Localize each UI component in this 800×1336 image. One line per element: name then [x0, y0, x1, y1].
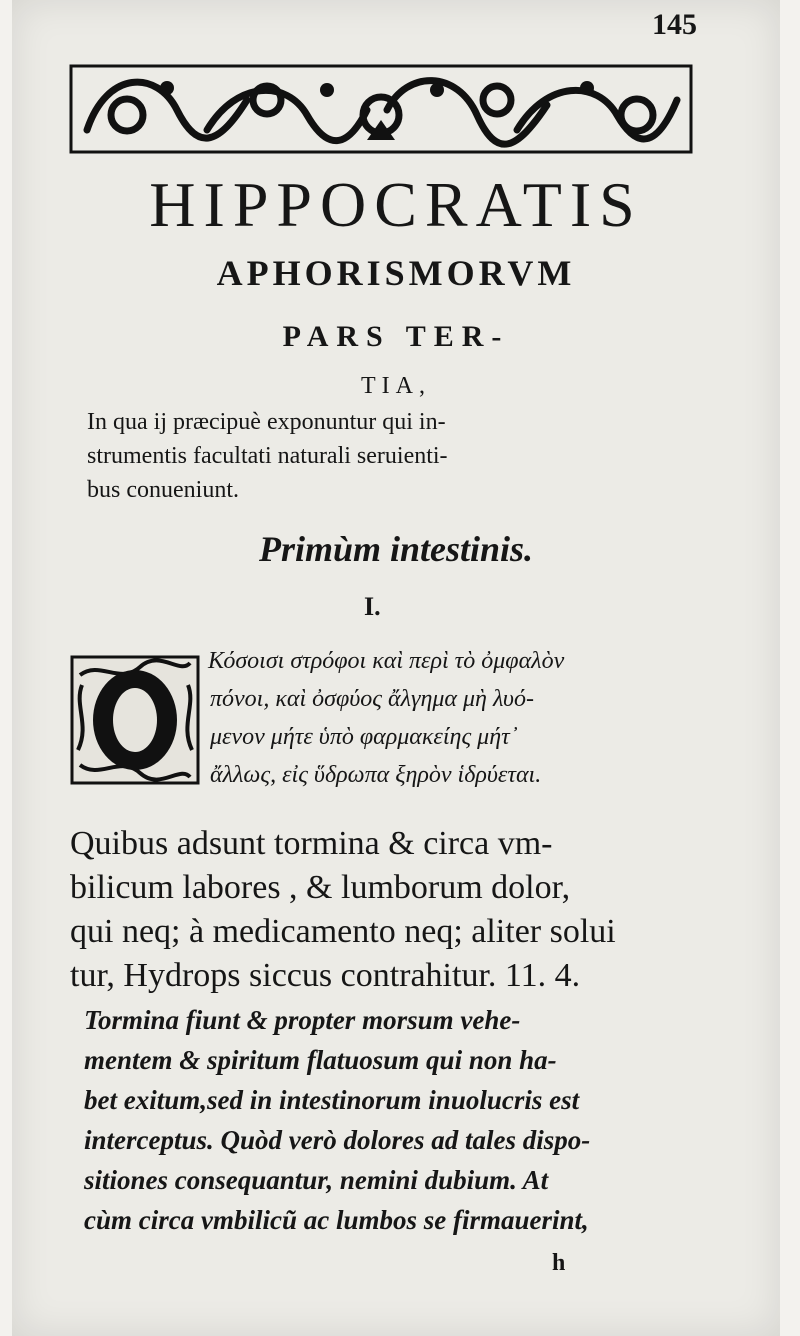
latin-translation [70, 822, 730, 998]
commentary-line: mentem & spiritum flatuosum qui non ha- [84, 1045, 557, 1075]
greek-line: ἄλλως, εἰς ὕδρωπα ξηρὸν ἱδρύεται. [210, 762, 542, 788]
commentary-line: sitiones consequantur, nemini dubium. At [84, 1165, 549, 1195]
dropcap-letter: O [131, 717, 139, 728]
greek-line: πόνοι, καὶ ὀσφύος ἄλγημα μὴ λυό- [210, 686, 534, 712]
aphorism-number: I. [364, 592, 381, 621]
commentary-line: bet exitum,sed in intestinorum inuolucris est [84, 1085, 580, 1115]
intro-line: bus conueniunt. [87, 477, 239, 503]
latin-line: Quibus adsunt tormina & circa vm- [70, 825, 553, 862]
intro-paragraph [87, 405, 707, 507]
greek-line: μενον μήτε ὑπὸ φαρμακείης μήτ᾽ [210, 724, 518, 750]
intro-line: strumentis facultati naturali seruienti- [87, 443, 448, 469]
greek-text [210, 642, 564, 794]
latin-line: bilicum labores , & lumborum dolor, [70, 869, 571, 906]
subtitle-part-end: TIA, [361, 373, 431, 399]
title: HIPPOCRATIS [149, 169, 643, 240]
latin-line: tur, Hydrops siccus contrahitur. 11. 4. [70, 957, 581, 994]
latin-line: qui neq; à medicamento neq; aliter solui [70, 913, 616, 950]
section-heading: Primùm intestinis. [258, 529, 534, 569]
book-page [12, 0, 780, 1336]
decorated-initial [70, 655, 200, 785]
commentary-line: cùm circa vmbilicũ ac lumbos se firmauerint, [84, 1205, 589, 1235]
subtitle: APHORISMORVM [216, 253, 576, 293]
signature-mark: h [552, 1250, 566, 1276]
greek-line: Κόσοισι στρόφοι καὶ περὶ τὸ ὀμφαλὸν [208, 648, 565, 674]
commentary-line: interceptus. Quòd verò dolores ad tales dispo- [84, 1125, 591, 1155]
commentary-line: Tormina fiunt & propter morsum vehe- [84, 1005, 521, 1035]
commentary [84, 1000, 734, 1240]
ornament-headpiece [67, 60, 695, 158]
page-number: 145 [652, 8, 697, 41]
subtitle-part: PARS TER- [282, 320, 510, 353]
intro-line: In qua ij præcipuè exponuntur qui in- [87, 409, 446, 435]
